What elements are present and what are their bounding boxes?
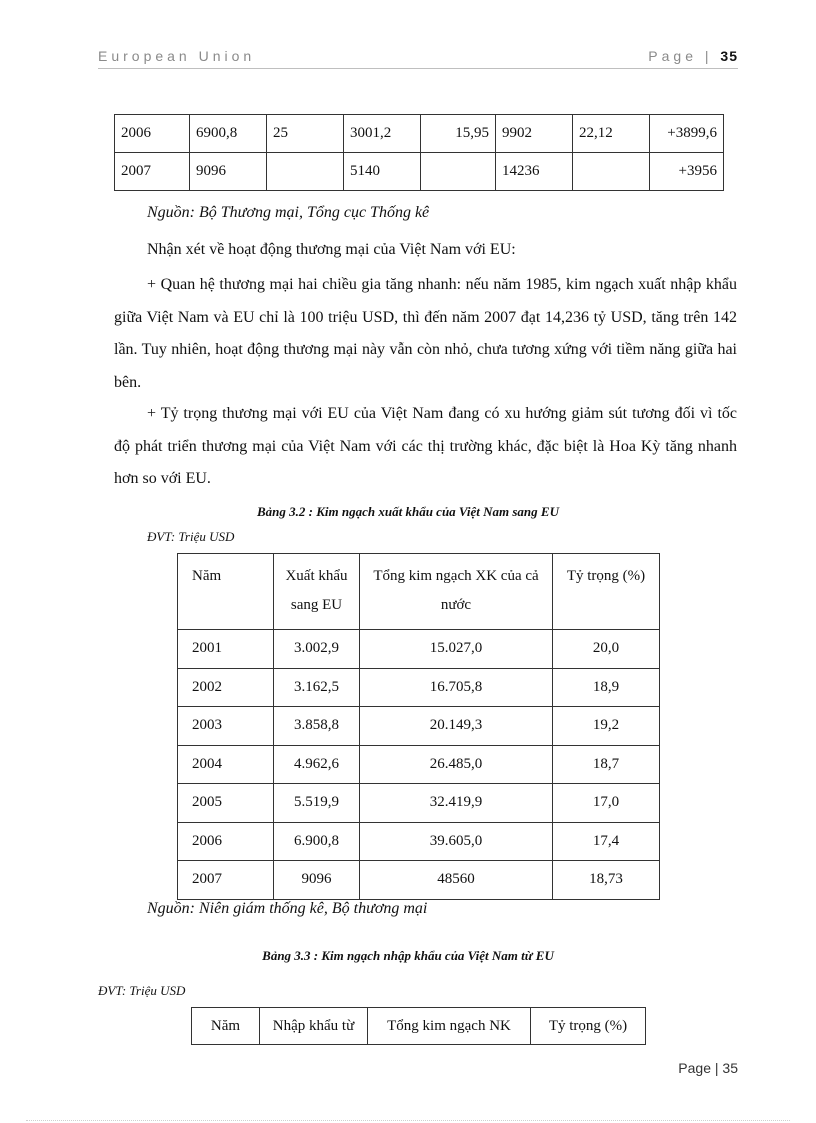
export-table-body: [178, 630, 660, 900]
table-cell: [267, 153, 344, 191]
table-cell: 25: [267, 115, 344, 153]
table-cell: [421, 153, 496, 191]
table-cell: 39.605,0: [360, 822, 553, 861]
table-cell: 2001: [178, 630, 274, 669]
export-table: [177, 553, 660, 900]
source-note: Nguồn: Bộ Thương mại, Tổng cục Thống kê: [147, 204, 430, 221]
table-cell: 18,7: [553, 745, 660, 784]
table-cell: 3001,2: [344, 115, 421, 153]
table-cell: 15,95: [421, 115, 496, 153]
table-row: [178, 745, 660, 784]
col-header-year: Năm: [192, 1008, 260, 1045]
header-page: Page | 35: [648, 48, 738, 64]
table-cell: [573, 153, 650, 191]
table-cell: 9902: [496, 115, 573, 153]
page-header: [98, 46, 738, 69]
col-header-export: Xuất khẩu sang EU: [274, 554, 360, 630]
table-cell: 19,2: [553, 707, 660, 746]
table-row: [178, 784, 660, 823]
table-header-row: [192, 1008, 646, 1045]
table-cell: 2004: [178, 745, 274, 784]
table-cell: 2003: [178, 707, 274, 746]
header-title: European Union: [98, 48, 256, 64]
paragraph-2: + Tỷ trọng thương mại với EU của Việt Nam đang có xu hướng giảm sút tương đối vì tốc độ phát triển thương mại của Việt Nam với các thị trường khác, đặc biệt là Hoa Kỳ tăng nhanh hơn so với EU.: [114, 405, 737, 487]
header-page-label: Page: [648, 48, 697, 64]
table-cell: 3.858,8: [274, 707, 360, 746]
table-cell: 2007: [178, 861, 274, 900]
table-cell: 6.900,8: [274, 822, 360, 861]
table-cell: 4.962,6: [274, 745, 360, 784]
table-row: [178, 668, 660, 707]
col-header-year: Năm: [178, 554, 274, 630]
table-row: [115, 153, 724, 191]
table-row: [178, 630, 660, 669]
table2-caption: Bảng 3.2 : Kim ngạch xuất khẩu của Việt Nam sang EU: [257, 504, 559, 519]
paragraph-intro: Nhận xét về hoạt động thương mại của Việt Nam với EU:: [147, 241, 516, 258]
table-cell: 9096: [274, 861, 360, 900]
table3-caption: Bảng 3.3 : Kim ngạch nhập khẩu của Việt Nam từ EU: [262, 948, 554, 963]
table-cell: 3.162,5: [274, 668, 360, 707]
table-cell: 18,73: [553, 861, 660, 900]
table-cell: 2006: [115, 115, 190, 153]
import-table: [191, 1007, 646, 1045]
table-row: [178, 861, 660, 900]
footer-page-label: Page: [678, 1060, 711, 1076]
table-cell: 17,4: [553, 822, 660, 861]
table-cell: 32.419,9: [360, 784, 553, 823]
table-row: [178, 707, 660, 746]
table-cell: 15.027,0: [360, 630, 553, 669]
table-cell: 48560: [360, 861, 553, 900]
table-cell: 2007: [115, 153, 190, 191]
table-row: [178, 822, 660, 861]
table2-unit: ĐVT: Triệu USD: [147, 529, 235, 544]
col-header-import: Nhập khẩu từ: [260, 1008, 368, 1045]
trade-table-continued: [114, 114, 724, 191]
table-cell: 6900,8: [190, 115, 267, 153]
table-cell: 16.705,8: [360, 668, 553, 707]
col-header-total: Tổng kim ngạch NK: [368, 1008, 531, 1045]
table-cell: +3899,6: [650, 115, 724, 153]
table-cell: 5140: [344, 153, 421, 191]
header-page-number: 35: [720, 48, 738, 64]
page-bottom-divider: [26, 1120, 790, 1121]
col-header-share: Tỷ trọng (%): [531, 1008, 646, 1045]
table-cell: 22,12: [573, 115, 650, 153]
table-cell: 20.149,3: [360, 707, 553, 746]
table-cell: 5.519,9: [274, 784, 360, 823]
table-cell: 3.002,9: [274, 630, 360, 669]
table3-unit: ĐVT: Triệu USD: [98, 983, 186, 998]
paragraph-1: + Quan hệ thương mại hai chiều gia tăng nhanh: nếu năm 1985, kim ngạch xuất nhập khẩu giữa Việt Nam và EU chỉ là 100 triệu USD, thì đến năm 2007 đạt 14,236 tỷ USD, tăng trên 142 lần. Tuy nhiên, hoạt động thương mại này vẫn còn nhỏ, chưa tương xứng với tiềm năng giữa hai bên.: [114, 276, 737, 391]
table-cell: 17,0: [553, 784, 660, 823]
page-footer: Page | 35: [678, 1060, 738, 1076]
col-header-total: Tổng kim ngạch XK của cả nước: [360, 554, 553, 630]
table2-source: Nguồn: Niên giám thống kê, Bộ thương mại: [147, 900, 428, 917]
footer-page-number: 35: [722, 1060, 738, 1076]
table-cell: 2002: [178, 668, 274, 707]
table-cell: 2005: [178, 784, 274, 823]
table-cell: 26.485,0: [360, 745, 553, 784]
table-cell: 9096: [190, 153, 267, 191]
table-row: [115, 115, 724, 153]
table-cell: 20,0: [553, 630, 660, 669]
table-cell: +3956: [650, 153, 724, 191]
table-cell: 2006: [178, 822, 274, 861]
table-header-row: [178, 554, 660, 630]
table-cell: 18,9: [553, 668, 660, 707]
col-header-share: Tỷ trọng (%): [553, 554, 660, 630]
table-cell: 14236: [496, 153, 573, 191]
